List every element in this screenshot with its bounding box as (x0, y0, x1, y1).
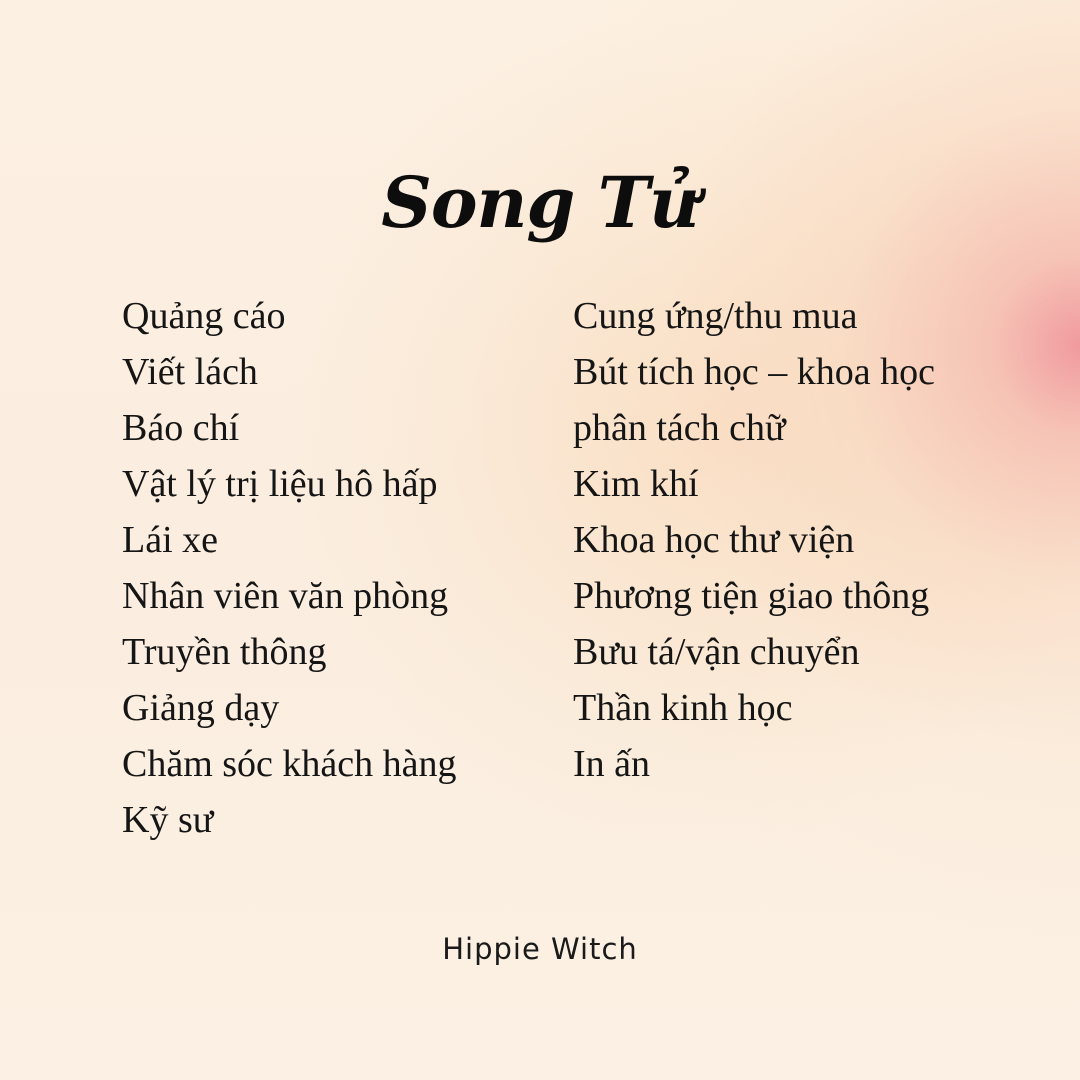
list-item: Chăm sóc khách hàng (122, 743, 457, 785)
list-item: Lái xe (122, 519, 219, 561)
list-item: Phương tiện giao thông (573, 575, 930, 617)
list-item: Quảng cáo (122, 295, 286, 337)
list-item: Khoa học thư viện (573, 519, 855, 561)
list-item: Truyền thông (122, 631, 327, 673)
list-item: phân tách chữ (573, 407, 786, 449)
list-item: Bưu tá/vận chuyển (573, 631, 860, 673)
page-title: Song Tử (381, 160, 699, 244)
list-item: Giảng dạy (122, 687, 280, 729)
list-item: Bút tích học – khoa học (573, 351, 935, 393)
career-list-left (122, 288, 542, 848)
list-item: Nhân viên văn phòng (122, 575, 449, 617)
author-signature: Hippie Witch (442, 932, 638, 966)
list-item: Kim khí (573, 463, 699, 505)
list-item: Thần kinh học (573, 687, 793, 729)
list-item: Báo chí (122, 407, 240, 449)
list-item: Vật lý trị liệu hô hấp (122, 463, 438, 505)
career-list-right (573, 288, 993, 792)
list-item: In ấn (573, 743, 651, 785)
list-item: Viết lách (122, 351, 258, 393)
list-item: Cung ứng/thu mua (573, 295, 858, 337)
list-item: Kỹ sư (122, 799, 214, 841)
